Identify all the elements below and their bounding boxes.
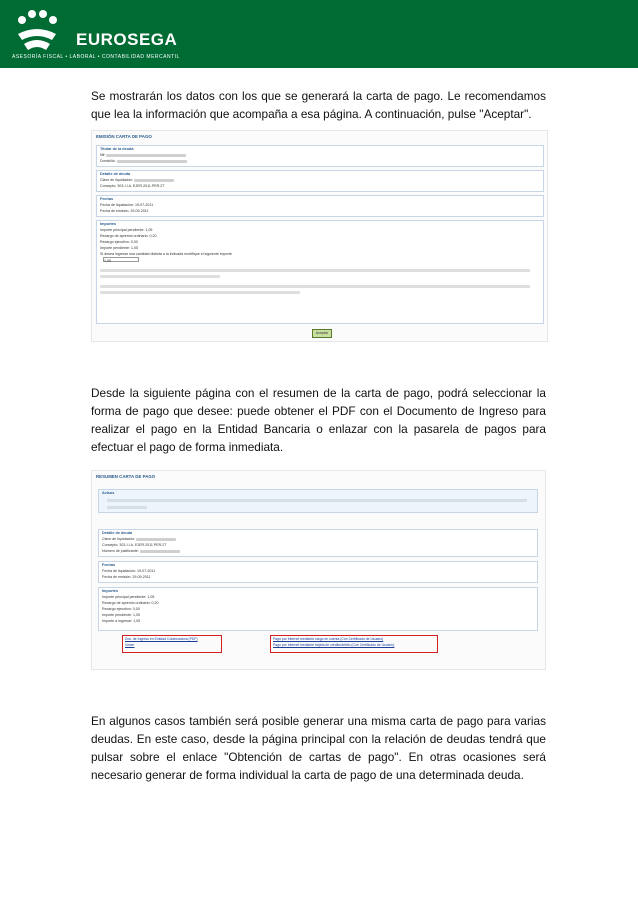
brand-tagline: ASESORÍA FISCAL • LABORAL • CONTABILIDAD MERCANTIL: [12, 54, 180, 60]
detalle-section: [96, 170, 544, 192]
volver-link[interactable]: Volver: [125, 643, 135, 647]
resumen-fechas-header: Fechas: [102, 563, 116, 567]
fecha-liquidacion: Fecha de liquidación: 19-07-2011: [100, 203, 154, 207]
importes-header: Importes: [100, 222, 117, 226]
resumen-detalle-header: Detalle de deuda: [102, 531, 133, 535]
resumen-importe-pendiente: Importe pendiente: 1,05: [102, 613, 140, 617]
importe-desea: Si desea ingresar una cantidad distinta a la indicada modifique el siguiente importe: [100, 252, 232, 256]
avisos-text-2: [99, 503, 537, 510]
resumen-importe-principal: Importe principal pendiente: 1,05: [102, 595, 155, 599]
shot2-title: RESUMEN CARTA DE PAGO: [96, 474, 156, 479]
resumen-clave: Clave de liquidación:: [99, 536, 537, 542]
fecha-emision: Fecha de emisión: 29-09-2011: [100, 209, 149, 213]
importes-section: [96, 220, 544, 324]
pago-cargo-cuenta-link[interactable]: Pago por Internet mediante cargo en cuenta (Con Certificado de Usuario): [273, 637, 384, 641]
resumen-recargo-apremio: Recargo de apremio ordinario: 0,20: [102, 601, 159, 605]
avisos-text-1: [99, 496, 537, 503]
importe-pendiente: Importe pendiente: 1,05: [100, 246, 138, 250]
titular-section: [96, 145, 544, 167]
paragraph-resumen: Desde la siguiente página con el resumen de la carta de pago, podrá seleccionar la forma de pago que desee: puede obtener el PDF con el Documento de Ingreso para realizar el pago en la Entidad Bancaria o enlazar con la pasarela de pagos para efectuar el pago de forma inmediata.: [91, 386, 546, 454]
resumen-fecha-liquidacion: Fecha de liquidación: 19-07-2011: [102, 569, 156, 573]
resumen-detalle-section: [98, 529, 538, 557]
avisos-box: [98, 489, 538, 513]
avisos-header: Avisos: [102, 491, 115, 495]
importe-field-row: [97, 257, 543, 264]
notice-text-3: [97, 279, 543, 289]
paragraph-varias-deudas: En algunos casos también será posible generar una misma carta de pago para varias deudas. En este caso, desde la página principal con la relación de deudas tendrá que pulsar sobre el enlace "Obtención de cartas de pago". En otras ocasiones será necesario generar de forma individual la carta de pago de una determinada deuda.: [91, 714, 546, 782]
brand-name: EUROSEGA: [76, 30, 178, 49]
resumen-fecha-emision: Fecha de emisión: 29-09-2011: [102, 575, 151, 579]
resumen-fechas-section: [98, 561, 538, 583]
fechas-section: [96, 195, 544, 217]
paragraph-intro: Se mostrarán los datos con los que se generará la carta de pago. Le recomendamos que lea la información que acompaña a esa página. A continuación, pulse "Aceptar".: [91, 89, 546, 121]
doc-ingreso-pdf-link[interactable]: Doc. de Ingreso en Entidad Colaboradora (PDF): [125, 637, 198, 641]
emision-carta-screenshot: [91, 130, 548, 342]
titular-domicilio: Domicilio:: [97, 158, 543, 164]
pago-tarjeta-link[interactable]: Pago por Internet mediante tarjeta de crédito/débito (Con Certificado de Usuario): [273, 643, 395, 647]
resumen-justificante: Número de justificante:: [99, 548, 537, 554]
header-banner: [0, 0, 638, 68]
importe-principal: Importe principal pendiente: 1,05: [100, 228, 153, 232]
fechas-header: Fechas: [100, 197, 114, 201]
importe-input[interactable]: 1,05: [103, 257, 139, 262]
resumen-recargo-ejecutivo: Recargo ejecutivo: 0,00: [102, 607, 140, 611]
titular-nif: Nif:: [97, 152, 543, 158]
resumen-concepto: Concepto: 303-I.I.A. EJER.2011.PER.2T: [102, 543, 167, 547]
resumen-importes-section: [98, 587, 538, 631]
resumen-carta-screenshot: [91, 470, 546, 670]
resumen-importes-header: Importes: [102, 589, 119, 593]
eurosega-logo-icon: [14, 10, 60, 58]
detalle-clave: Clave de liquidación:: [97, 177, 543, 183]
aceptar-button[interactable]: Aceptar: [312, 329, 332, 338]
shot1-title: EMISIÓN CARTA DE PAGO: [96, 134, 152, 139]
detalle-header: Detalle de deuda: [100, 172, 131, 176]
titular-header: Titular de la deuda: [100, 147, 134, 151]
detalle-concepto: Concepto: 303-I.I.A. EJER.2011.PER.2T: [100, 184, 165, 188]
pago-internet-highlight: [270, 635, 438, 653]
recargo-ejecutivo: Recargo ejecutivo: 0,00: [100, 240, 138, 244]
pdf-links-highlight: [122, 635, 222, 653]
notice-text-1: [97, 264, 543, 273]
notice-text-4: [97, 289, 543, 295]
recargo-apremio: Recargo de apremio ordinario: 0,20: [100, 234, 157, 238]
resumen-importe-ingresar: Importe a ingresar: 1,05: [102, 619, 141, 623]
